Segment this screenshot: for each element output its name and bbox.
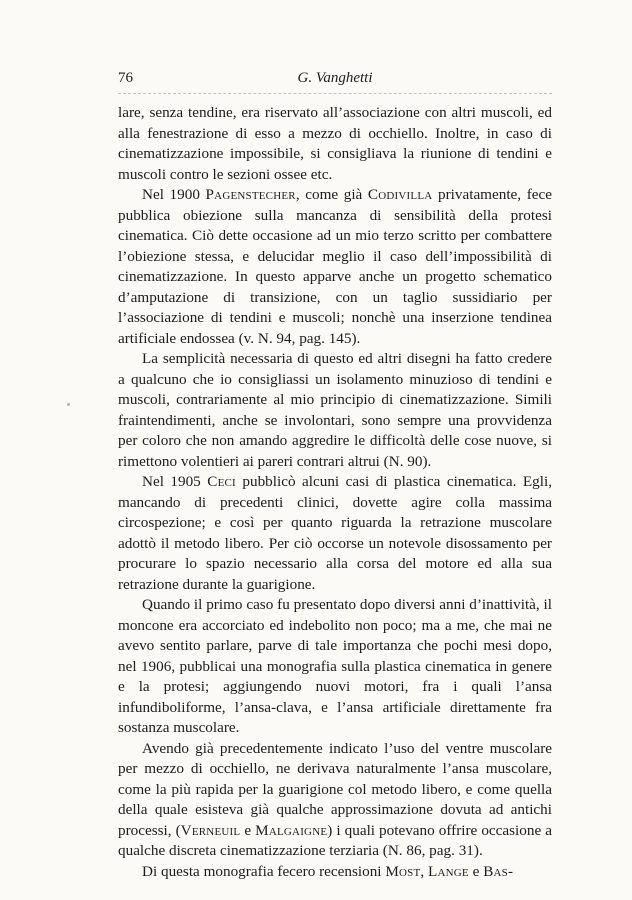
author-name: Bas-: [483, 862, 514, 880]
page-number: 76: [118, 70, 133, 86]
author-name: Verneuil: [180, 821, 241, 839]
author-name: Pagenstecher: [205, 186, 296, 203]
text-segment: Quando il primo caso fu presentato dopo diversi anni d’inattività, il moncone era accorciato ed indebolito non poco; ma a me, che mai ne avevo sentito parlare, parve di tale importanza che pochi mesi dopo, nel 1906, pubblicai una monografia sulla plastica cinematica in genere e la protesi; aggiungendo nuovi motori, fra i quali l’ansa infundiboliforme, l’ansa-clava, e l’ansa artificiale direttamente fra sostanza muscolare.: [118, 596, 552, 736]
author-name: Most: [385, 862, 421, 880]
text-segment: Avendo già precedentemente indicato l’uso del ventre muscolare per mezzo di occhiello, ne derivava naturalmente l’ansa muscolare, come la più rapida per la guarigione col metodo libero, e come quella della quale esisteva già qualche approssimazione dovuta ad antichi processi, (: [118, 739, 552, 839]
paragraph-5: [118, 595, 552, 739]
text-segment: , come già: [295, 186, 368, 203]
page-header: [118, 68, 552, 90]
text-segment: ,: [420, 862, 429, 880]
text-segment: privatamente, fece pubblica obiezione sulla mancanza di sensibilità della protesi cinematica. Ciò dette occasione ad un mio terzo scritto per combattere l’obiezione stessa, e delucidar meglio il caso dell’impossibilità di cinematizzazione. In questo apparve anche un progetto schematico d’amputazione di transizione, con un taglio sussidiario per l’associazione di tendini e muscoli; nonchè una inserzione tendinea artificiale endossea (v. N. 94, pag. 145).: [118, 186, 552, 347]
paragraph-1: [118, 103, 552, 185]
text-segment: Di questa monografia fecero recensioni: [142, 862, 386, 880]
text-segment: La semplicità necessaria di questo ed altri disegni ha fatto credere a qualcuno che io consigliassi un isolamento minuzioso di tendini e muscoli, contrariamente al mio principio di cinematizzazione. Simili fraintendimenti, anche se involontari, sono sempre una provvidenza per coloro che non amando aggredire le difficoltà delle cose nuove, si rimettono volentieri ai pareri contrari altrui (N. 90).: [118, 350, 552, 470]
author-name: Ceci: [207, 473, 236, 490]
header-rule: [118, 93, 552, 94]
paragraph-2: [118, 185, 552, 349]
text-segment: e: [240, 821, 256, 839]
body-text: [118, 103, 552, 882]
text-segment: pubblicò alcuni casi di plastica cinematica. Egli, mancando di precedenti clinici, dovette agire colla massima circospezione; e così per quanto riguarda la retrazione muscolare adottò il metodo libero. Per ciò occorse un notevole disossamento per procurare lo spazio necessario alla corsa del motore ed alla sua retrazione durante la guarigione.: [118, 473, 552, 593]
margin-speck: [67, 403, 70, 406]
text-segment: ) i quali potevano offrire occasione a qualche discreta cinematizzazione terziaria (N. 86, pag. 31).: [118, 821, 552, 859]
text-segment: e: [468, 862, 484, 880]
author-name: Lange: [428, 862, 469, 880]
paragraph-3: [118, 349, 552, 472]
paragraph-6: [118, 739, 552, 862]
paragraph-7: [118, 862, 552, 883]
running-head: G. Vanghetti: [297, 70, 373, 86]
text-segment: Nel 1905: [142, 473, 208, 490]
author-name: Malgaigne: [255, 821, 328, 839]
paragraph-4: [118, 472, 552, 595]
text-segment: Nel 1900: [142, 186, 206, 203]
text-segment: lare, senza tendine, era riservato all’associazione con altri muscoli, ed alla fenestrazione di esso a mezzo di occhiello. Inoltre, in caso di cinematizzazione impossibile, si consigliava la riunione di tendini e muscoli contro le sezioni ossee etc.: [118, 104, 552, 183]
author-name: Codivilla: [367, 186, 433, 203]
